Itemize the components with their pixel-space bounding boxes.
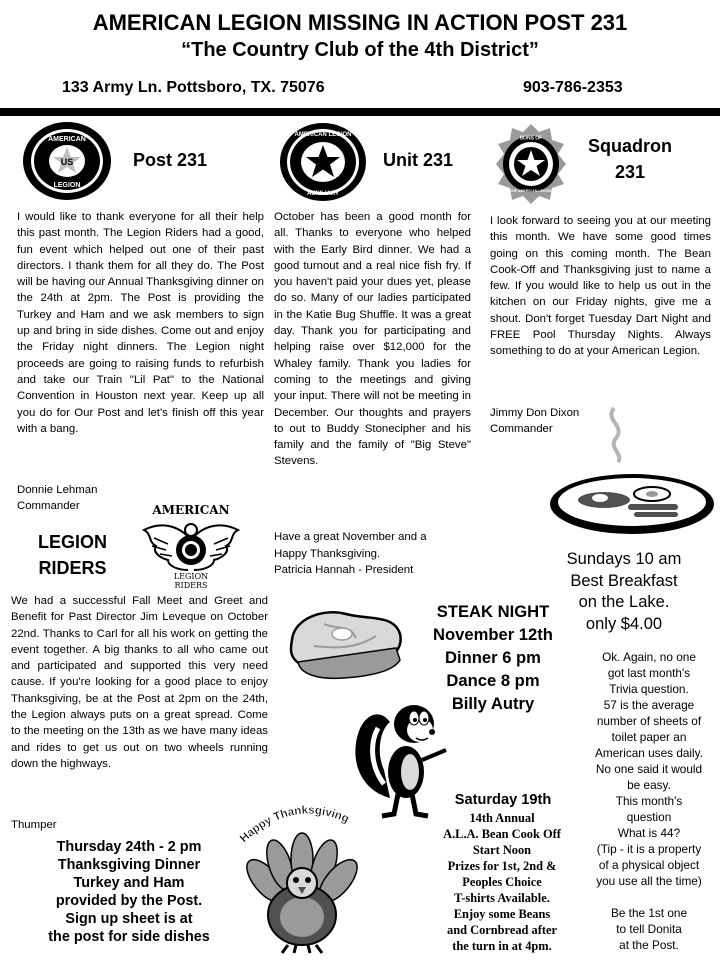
post-signature-title: Commander [17,500,80,512]
steak-night-line: November 12th [433,625,553,644]
riders-body: We had a successful Fall Meet and Greet and Benefit for Past Director Jim Leveque on October 22nd. Thanks to Carl for all his work on getting the event together. A big thanks to all who came out and participated and supported this very need cause. If you're looking for a good place to enjoy Thanksgiving, be at the Post at 2pm on the 24th, the Legion always puts on a great spread. Come to the meeting on the 13th as we have many ideas and rides to get us out on two wheels running down the highways. [11,595,268,770]
trivia-line: got last month's [607,666,691,680]
riders-heading-line-2: RIDERS [38,558,107,578]
squadron-heading-line-1: Squadron [588,136,672,156]
bean-cookoff-line: A.L.A. Bean Cook Off [443,827,561,841]
post-body: I would like to thank everyone for all their help this past month. The Legion Riders had a good, fun event which helped out one of their past directors. I thank them for all they do. The Post will be having our Annual Thanksgiving dinner on the 24th at 2pm. The Post is providing the Turkey and Ham and we ask members to sign up and bring in side dishes. Come out and enjoy the Friday night dinners. The Legion night proceeds are going to raising funds to refurbish and take our Train "Lil Pat" to the National Convention in Houston next year. Keep up all you do for Our Post and let's finish off this year with a bang. [17,211,264,435]
riders-signature: Thumper [11,819,57,831]
turkey-banner-text: Happy Thanksgiving [238,804,351,846]
breakfast-notice [548,549,700,635]
bean-cookoff-date: Saturday 19th [454,792,552,808]
unit-signature: Patricia Hannah - President [274,564,414,576]
unit-body: October has been a good month for all. Thanks to everyone who helped with the Early Bird dinner. We had a good turnout and a real nice fish fry. If you haven't paid your dues yet, please do so. Many of our ladies participated in the Katie Bug Shuffle. It was a great day. Thank you for participating and helping raise over $12,000 for the Whaley family. Thank you ladies for coming to the meetings and giving your input. There will not be meeting in December. Our thoughts and prayers to out to Buddy Stonecipher and his family and the family of "Big Steve" Stevens. [274,211,471,468]
unit-closing-line-1: Have a great November and a [274,531,427,543]
steak-night-line: STEAK NIGHT [436,602,550,621]
trivia-line: to tell Donita [616,922,682,936]
squadron-body: I look forward to seeing you at our meeting this month. We have some good times going on this coming month. The Bean Cook-Off and Thanksgiving just to name a few. If you would like to help us out in the kitchen on our Friday nights, give me a shout. Don't forget Tuesday Dart Night and FREE Pool Thursday Nights. Always something to do at your American Legion. [490,215,711,358]
emblem-top-text: SONS OF [519,135,543,142]
trivia-line: you use all the time) [596,874,702,888]
breakfast-line: only $4.00 [585,614,663,633]
thanksgiving-line: provided by the Post. [55,893,203,910]
bean-cookoff-line: Start Noon [472,843,532,857]
american-legion-emblem-icon [22,121,112,201]
thanksgiving-line: Sign up sheet is at [65,911,193,928]
happy-thanksgiving-turkey-icon [238,795,366,955]
header-divider [0,108,720,116]
breakfast-line: Sundays 10 am [566,550,682,568]
emblem-top-text: AMERICAN LEGION [294,132,352,138]
trivia-line: toilet paper an [611,730,687,744]
emblem-us-text: US [60,157,74,167]
trivia-line: Be the 1st one [610,906,688,920]
steak-night-line: Dinner 6 pm [445,648,541,667]
emblem-top-text: AMERICAN [48,136,86,143]
post-phone: 903-786-2353 [523,79,623,96]
trivia-line: No one said it would [595,762,703,776]
emblem-bottom-text: THE AMERICAN LEGION [509,189,553,193]
sons-of-legion-emblem-icon [494,122,568,206]
emblem-bottom-text: LEGION [53,182,81,189]
unit-closing-line-2: Happy Thanksgiving. [274,548,381,560]
riders-heading-line-1: LEGION [37,532,107,552]
breakfast-plate-icon [544,404,714,544]
trivia-line: of a physical object [598,858,700,872]
newsletter-title: AMERICAN LEGION MISSING IN ACTION POST 231 [92,10,628,35]
trivia-line: number of sheets of [596,714,702,728]
trivia-line: 57 is the average [603,698,695,712]
bean-cookoff-notice [412,810,592,954]
trivia-line: (Tip - it is a property [596,842,702,856]
post-heading: Post 231 [133,150,208,170]
breakfast-line: Best Breakfast [570,571,678,590]
trivia-line: question [626,810,672,824]
bean-cookoff-line: Prizes for 1st, 2nd & [447,859,557,873]
post-signature-name: Donnie Lehman [17,484,98,496]
trivia-line: Trivia question. [609,682,689,696]
auxiliary-emblem-icon [279,122,367,202]
squadron-heading-line-2: 231 [614,162,646,182]
emblem-top-text: AMERICAN [152,503,230,517]
bean-cookoff-line: Peoples Choice [462,875,542,889]
bean-cookoff-line: and Cornbread after [447,923,557,937]
trivia-line: at the Post. [619,938,679,952]
trivia-line: This month's [615,794,683,808]
trivia-line: What is 44? [617,826,681,840]
thanksgiving-line: Turkey and Ham [73,875,185,892]
bean-cookoff-line: 14th Annual [469,811,535,825]
emblem-middle-text: LEGION [173,572,209,581]
steak-night-line: Billy Autry [451,694,535,713]
breakfast-line: on the Lake. [578,593,670,611]
legion-riders-eagle-emblem-icon [138,500,244,590]
bean-cookoff-line: T-shirts Available. [454,891,550,905]
unit-heading: Unit 231 [383,150,454,170]
thanksgiving-line: Thanksgiving Dinner [57,857,201,874]
thanksgiving-dinner-notice [18,838,240,947]
trivia-line: American uses daily. [595,746,703,760]
steak-night-line: Dance 8 pm [446,671,540,690]
thanksgiving-line: Thursday 24th - 2 pm [56,839,202,855]
squadron-signature-title: Commander [490,423,553,435]
bean-cookoff-line: the turn in at 4pm. [452,939,552,953]
trivia-notice [582,649,716,953]
thanksgiving-line: the post for side dishes [48,929,210,946]
trivia-line [582,889,716,905]
post-address: 133 Army Ln. Pottsboro, TX. 75076 [62,79,325,96]
squadron-signature-name: Jimmy Don Dixon [490,407,580,419]
bean-cookoff-line: Enjoy some Beans [453,907,551,921]
emblem-bottom-text: RIDERS [174,581,208,590]
trivia-line: be easy. [627,778,671,792]
emblem-bottom-text: AUXILIARY [306,191,340,197]
trivia-line: Ok. Again, no one [602,650,696,664]
steak-icon [284,604,406,682]
newsletter-subtitle: “The Country Club of the 4th District” [181,39,539,61]
